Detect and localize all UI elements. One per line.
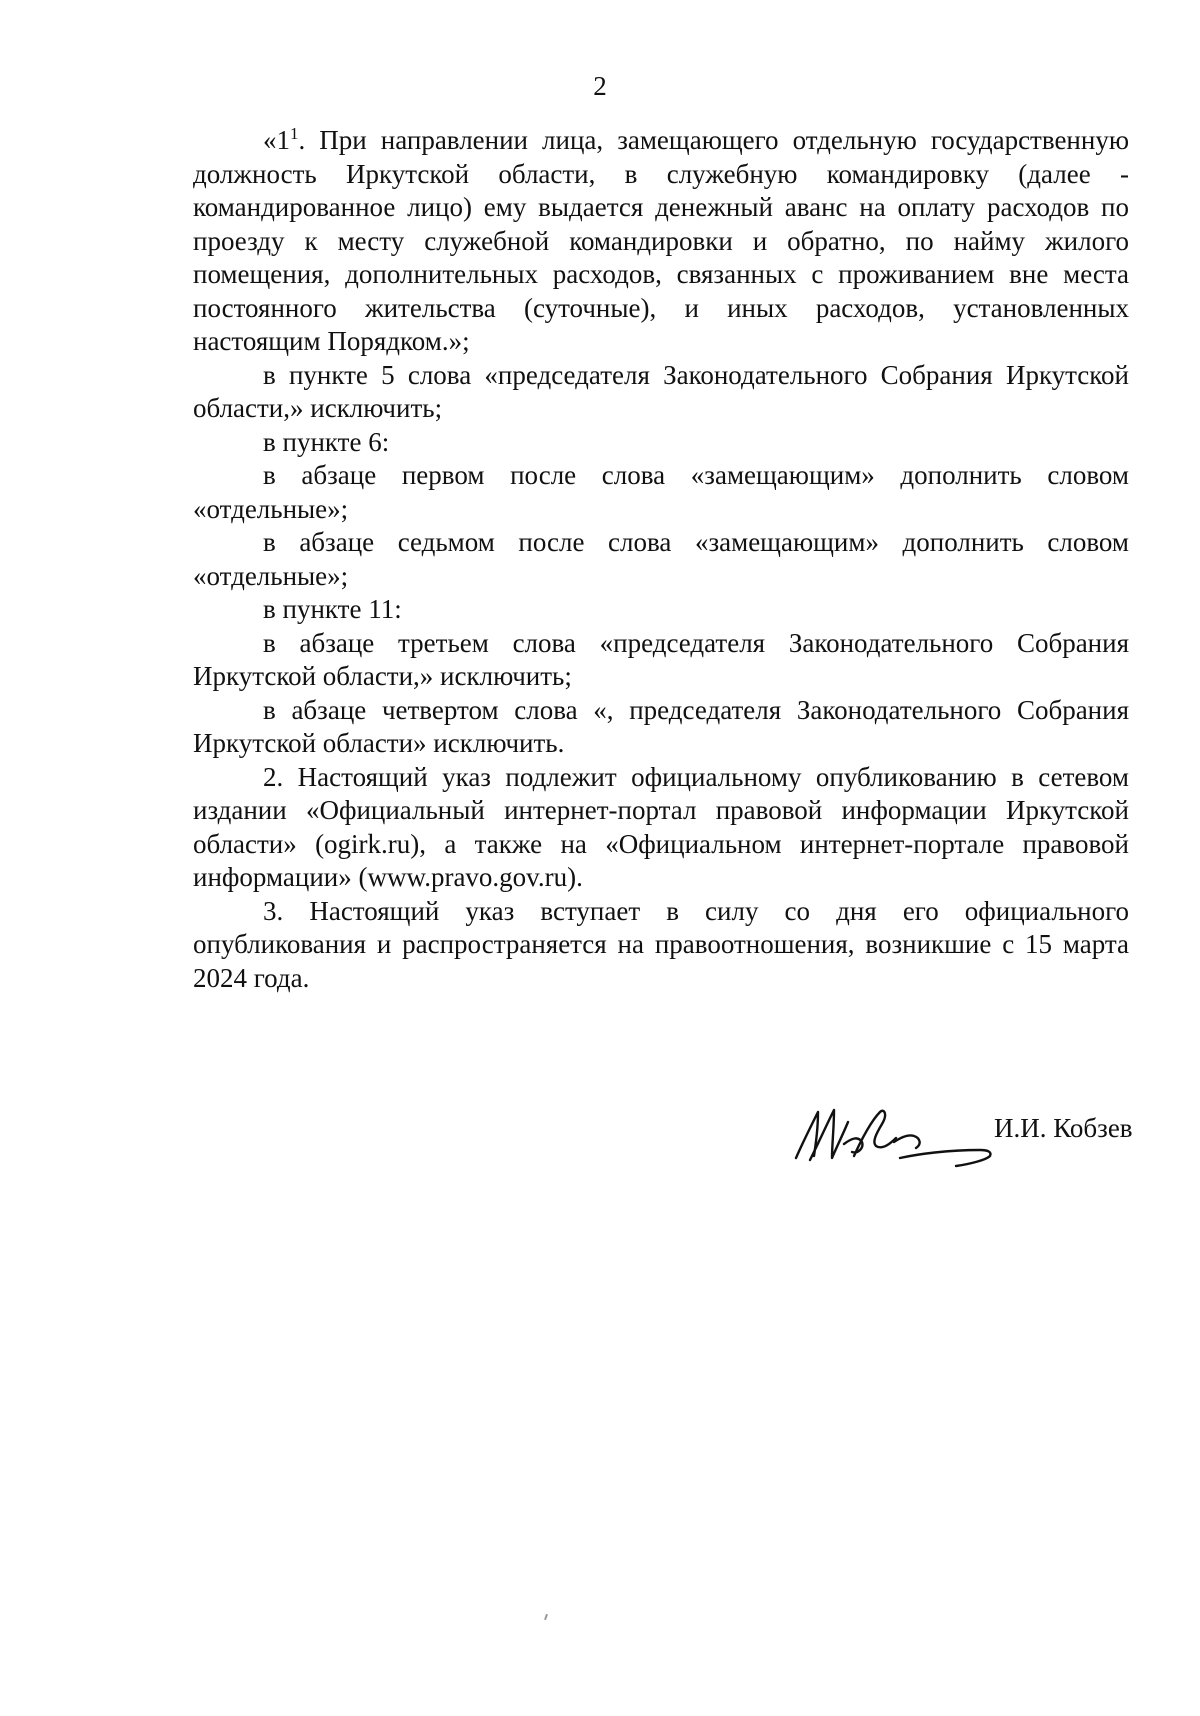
paragraph-clause-1-1: [193, 124, 1129, 359]
paragraph-item-11-third: в абзаце третьем слова «председателя Законодательного Собрания Иркутской области,» исключить;: [193, 627, 1129, 691]
handwritten-signature-icon: [788, 1098, 998, 1176]
signature-block: [780, 1098, 1160, 1178]
paragraph-item-11-header: в пункте 11:: [263, 594, 402, 624]
clause-prefix: «1: [263, 125, 290, 155]
scan-speck: [544, 1614, 548, 1620]
paragraph-item-6-first: в абзаце первом после слова «замещающим» дополнить словом «отдельные»;: [193, 460, 1129, 524]
paragraph-item-6-header: в пункте 6:: [263, 426, 390, 457]
signer-name: И.И. Кобзев: [994, 1113, 1133, 1143]
page-number: 2: [593, 71, 607, 101]
paragraph-item-5: в пункте 5 слова «председателя Законодательного Собрания Иркутской области,» исключить;: [193, 359, 1129, 423]
paragraph-item-11-fourth: в абзаце четвертом слова «, председателя Законодательного Собрания Иркутской области» исключить.: [193, 694, 1129, 758]
clause-text: . При направлении лица, замещающего отдельную государственную должность Иркутской области, в служебную командировку (далее - командированное лицо) ему выдается денежный аванс на оплату расходов по проезду к месту служебной командировки и обратно, по найму жилого помещения, дополнительных расходов, связанных с проживанием вне места постоянного жительства (суточные), и иных расходов, установленных настоящим Порядком.»;: [193, 125, 1129, 356]
paragraph-publication: 2. Настоящий указ подлежит официальному опубликованию в сетевом издании «Официальный интернет-портал правовой информации Иркутской области» (ogirk.ru), а также на «Официальном интернет-портале правовой информации» (www.pravo.gov.ru).: [193, 761, 1129, 892]
paragraph-entry-into-force: 3. Настоящий указ вступает в силу со дня его официального опубликования и распространяется на правоотношения, возникшие с 15 марта 2024 года.: [193, 895, 1129, 993]
document-body: [193, 124, 1129, 995]
paragraph-item-6-seventh: в абзаце седьмом после слова «замещающим» дополнить словом «отдельные»;: [193, 527, 1129, 591]
clause-superscript: 1: [290, 124, 299, 143]
